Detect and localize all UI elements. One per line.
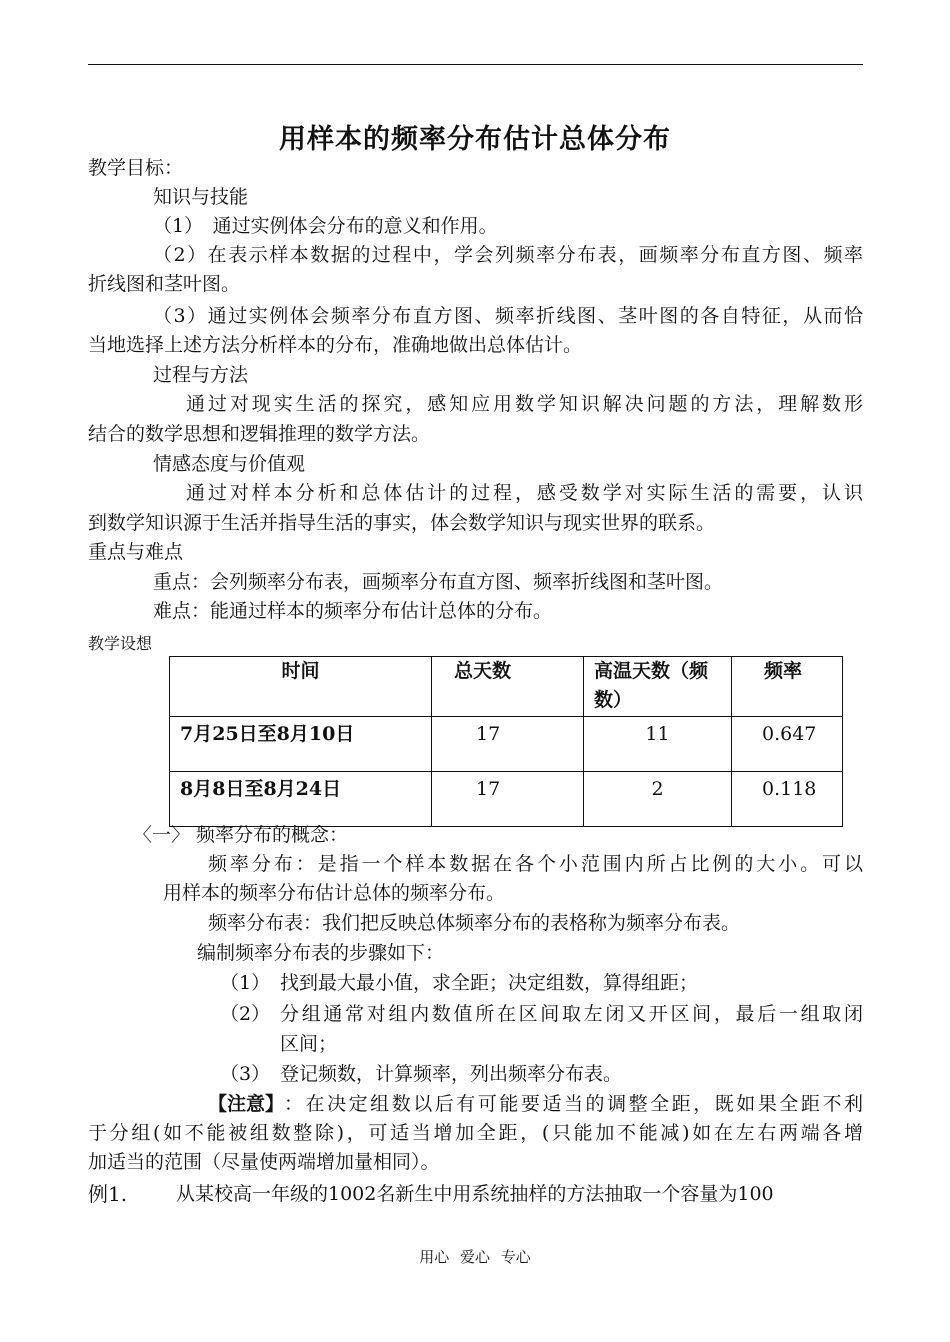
design-heading: 教学设想 [88, 634, 153, 653]
goal-item-3-line-1: （3）通过实例体会频率分布直方图、频率折线图、茎叶图的各自特征，从而恰 [153, 305, 863, 327]
header-cell-hot-days [584, 657, 732, 717]
note-line-1: ：在决定组数以后有可能要适当的调整全距，既如果全距不利 [284, 1093, 863, 1115]
frequency-definition-line-2: 用样本的频率分布估计总体的频率分布。 [163, 882, 506, 904]
process-heading: 过程与方法 [153, 364, 249, 386]
table-cell: 8月8日至8月24日 [170, 772, 432, 827]
table-cell: 11 [584, 717, 732, 772]
header-cell-frequency [732, 657, 843, 717]
emotion-heading: 情感态度与价值观 [153, 453, 306, 475]
step-3-number: （3） [220, 1063, 271, 1085]
header-rule [88, 64, 863, 65]
key-points-heading: 重点与难点 [88, 541, 184, 563]
table-header-row [170, 657, 843, 717]
page-footer: 用心 爱心 专心 [419, 1248, 531, 1266]
goal-item-3-line-2: 当地选择上述方法分析样本的分布，准确地做出总体估计。 [88, 334, 583, 356]
goal-item-1: （1） 通过实例体会分布的意义和作用。 [153, 215, 498, 237]
goal-item-2-line-1: （2）在表示样本数据的过程中，学会列频率分布表，画频率分布直方图、频率 [153, 244, 863, 266]
goals-heading: 教学目标： [88, 157, 184, 179]
emotion-line-1: 通过对样本分析和总体估计的过程，感受数学对实际生活的需要，认识 [186, 482, 863, 504]
example-label: 例1. [88, 1182, 128, 1206]
example-text: 从某校高一年级的1002名新生中用系统抽样的方法抽取一个容量为100 [176, 1183, 774, 1205]
goal-item-2-line-2: 折线图和茎叶图。 [88, 273, 241, 295]
difficult-point: 难点：能通过样本的频率分布估计总体的分布。 [153, 600, 553, 622]
step-2-text-line-1: 分组通常对组内数值所在区间取左闭又开区间，最后一组取闭 [280, 1003, 863, 1025]
steps-heading: 编制频率分布表的步骤如下： [197, 942, 445, 964]
note-line-3: 加适当的范围（尽量使两端增加量相同）。 [88, 1151, 440, 1173]
step-1-number: （1） [220, 972, 271, 994]
section-1-heading: 〈一〉 频率分布的概念： [133, 824, 349, 846]
page-title: 用样本的频率分布估计总体分布 [279, 124, 671, 155]
step-1-text: 找到最大最小值，求全距；决定组数，算得组距； [280, 972, 699, 994]
table-row [170, 717, 843, 772]
note-label: 【注意】 [208, 1093, 285, 1115]
header-hot-days-label-line-2: 数） [594, 689, 633, 711]
knowledge-heading: 知识与技能 [153, 186, 249, 208]
emotion-line-2: 到数学知识源于生活并指导生活的事实，体会数学知识与现实世界的联系。 [88, 512, 716, 534]
step-3-text: 登记频数，计算频率，列出频率分布表。 [280, 1063, 623, 1085]
note-line-2: 于分组(如不能被组数整除)，可适当增加全距，(只能加不能减)如在左右两端各增 [88, 1122, 863, 1144]
header-cell-total-days [432, 657, 584, 717]
header-cell-time [170, 657, 432, 717]
table-cell: 7月25日至8月10日 [170, 717, 432, 772]
header-frequency-label: 频率 [764, 660, 803, 682]
header-total-days-label: 总天数 [454, 660, 512, 682]
process-line-2: 结合的数学思想和逻辑推理的数学方法。 [88, 423, 431, 445]
table-cell: 2 [584, 772, 732, 827]
header-hot-days-label-line-1: 高温天数（频 [594, 660, 709, 682]
frequency-definition-line-1: 频率分布：是指一个样本数据在各个小范围内所占比例的大小。可以 [208, 853, 863, 875]
table-cell: 17 [432, 717, 584, 772]
table-row [170, 772, 843, 827]
step-2-number: （2） [220, 1003, 271, 1025]
key-point: 重点：会列频率分布表，画频率分布直方图、频率折线图和茎叶图。 [153, 571, 724, 593]
table-cell: 0.647 [732, 717, 843, 772]
table-cell: 0.118 [732, 772, 843, 827]
frequency-table-definition: 频率分布表：我们把反映总体频率分布的表格称为频率分布表。 [208, 912, 741, 934]
step-2-text-line-2: 区间； [280, 1033, 338, 1055]
temperature-table [169, 656, 843, 827]
process-line-1: 通过对现实生活的探究，感知应用数学知识解决问题的方法，理解数形 [186, 393, 863, 415]
table-cell: 17 [432, 772, 584, 827]
header-time-label: 时间 [281, 660, 320, 682]
